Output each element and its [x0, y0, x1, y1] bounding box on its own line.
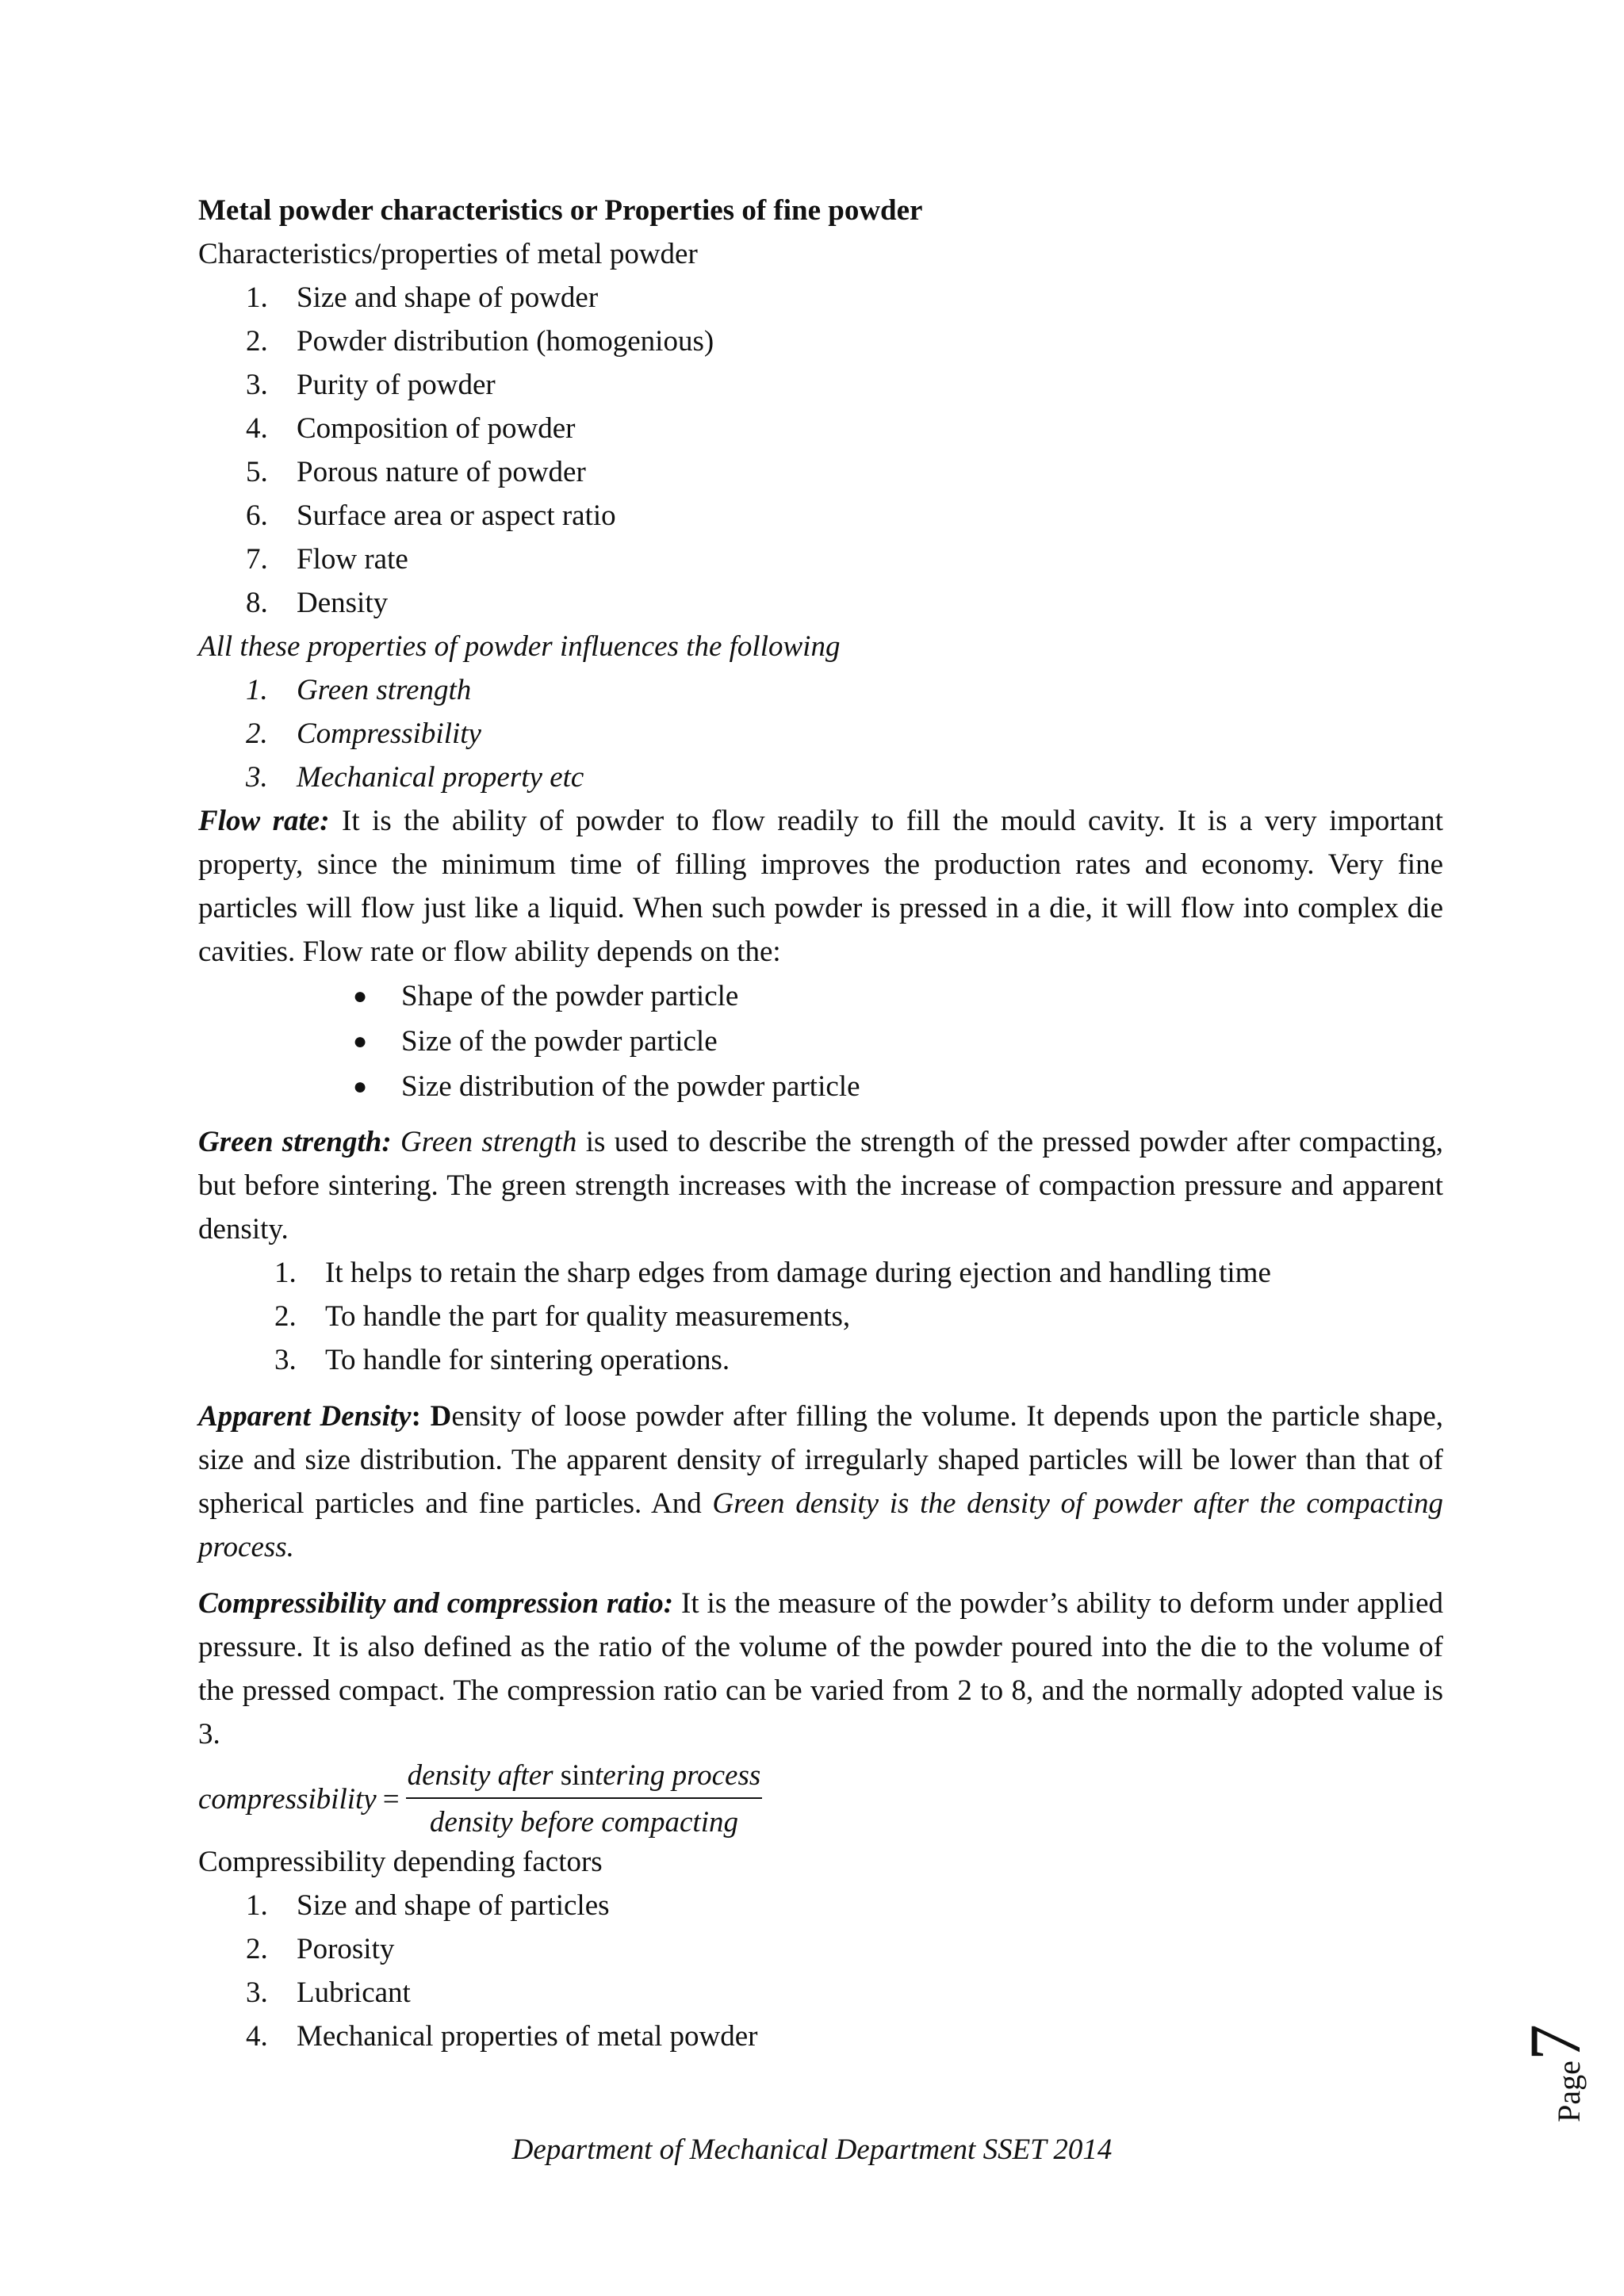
list-number: 2.	[246, 718, 268, 750]
list-number: 4.	[246, 2020, 268, 2053]
flow-rate-bullets	[198, 974, 1443, 1109]
list-item	[198, 494, 1443, 538]
list-text: To handle for sintering operations.	[325, 1344, 730, 1376]
formula-denominator: density before compacting	[429, 1806, 738, 1839]
list-item	[198, 1019, 1443, 1064]
list-text: Porosity	[297, 1933, 395, 1965]
list-item	[198, 581, 1443, 625]
list-number: 2.	[246, 325, 268, 358]
compressibility-term: Compressibility and compression ratio:	[198, 1587, 674, 1620]
list-item	[198, 2015, 1443, 2058]
formula-lhs: compressibility	[198, 1782, 377, 1816]
list-item	[198, 450, 1443, 494]
document-body	[198, 189, 1443, 2058]
apparent-density-initial: D	[430, 1400, 452, 1433]
list-number: 3.	[246, 369, 268, 401]
page-number	[1515, 2024, 1614, 2122]
bullet-icon: ●	[353, 1073, 368, 1100]
list-text: Size and shape of powder	[297, 281, 599, 314]
list-text: Density	[297, 587, 389, 619]
formula-fraction	[406, 1758, 763, 1839]
flow-rate-text: It is the ability of powder to flow readily to fill the mould cavity. It is a very important property, since the minimum time of filling improves the production rates and economy. Very fine particles will flow just like a liquid. When such powder is pressed in a die, it will flow into complex die cavities. Flow rate or flow ability depends on the:	[198, 805, 1443, 968]
list-item	[198, 320, 1443, 363]
list-text: It helps to retain the sharp edges from damage during ejection and handling time	[325, 1257, 1271, 1289]
page-word: Page	[1551, 2061, 1587, 2122]
formula-equals: =	[382, 1782, 400, 1816]
page-number-value: 7	[1515, 2024, 1595, 2061]
list-item	[198, 668, 1443, 712]
list-number: 1.	[246, 674, 268, 706]
list-item	[198, 756, 1443, 799]
list-text: Lubricant	[297, 1976, 411, 2009]
list-number: 4.	[246, 412, 268, 445]
list-item	[198, 712, 1443, 756]
formula-numerator	[406, 1758, 763, 1799]
influence-intro: All these properties of powder influences the following	[198, 630, 841, 663]
green-density-definition: Green density is the density of powder after the compacting process.	[198, 1487, 1443, 1563]
list-text: Green strength	[297, 674, 472, 706]
list-number: 6.	[246, 499, 268, 532]
formula-numerator-b: sin	[560, 1759, 595, 1792]
list-text: Porous nature of powder	[297, 456, 586, 488]
list-text: Size distribution of the powder particle	[401, 1070, 860, 1103]
list-text: Composition of powder	[297, 412, 576, 445]
properties-list	[198, 276, 1443, 625]
list-number: 3.	[246, 1976, 268, 2009]
list-item	[198, 1064, 1443, 1109]
apparent-density-colon: :	[411, 1400, 421, 1433]
page-footer: Department of Mechanical Department SSET 2014	[511, 2133, 1113, 2166]
list-item	[198, 1884, 1443, 1927]
list-text: Mechanical properties of metal powder	[297, 2020, 758, 2053]
formula-numerator-a: density after	[407, 1759, 561, 1792]
list-text: Surface area or aspect ratio	[297, 499, 616, 532]
apparent-density-paragraph	[198, 1395, 1443, 1569]
list-item	[198, 1338, 1443, 1382]
list-text: Purity of powder	[297, 369, 496, 401]
list-item	[198, 1927, 1443, 1971]
apparent-density-term: Apparent Density	[198, 1400, 412, 1433]
green-strength-paragraph	[198, 1120, 1443, 1251]
intro-line: Characteristics/properties of metal powder	[198, 238, 698, 270]
compressibility-paragraph	[198, 1582, 1443, 1756]
section-heading: Metal powder characteristics or Properties of fine powder	[198, 194, 923, 227]
list-text: Size and shape of particles	[297, 1889, 610, 1922]
list-number: 1.	[274, 1257, 297, 1289]
list-number: 3.	[246, 761, 268, 794]
list-number: 1.	[246, 1889, 268, 1922]
list-item	[198, 1251, 1443, 1295]
list-text: To handle the part for quality measurements,	[325, 1300, 851, 1333]
list-number: 5.	[246, 456, 268, 488]
compressibility-text: It is the measure of the powder’s ability to deform under applied pressure. It is also defined as the ratio of the volume of the powder poured into the die to the volume of the pressed compact. The compression ratio can be varied from 2 to 8, and the normally adopted value is 3.	[198, 1587, 1444, 1751]
compressibility-formula	[198, 1758, 1443, 1840]
list-item	[198, 276, 1443, 320]
green-strength-text: is used to describe the strength of the pressed powder after compacting, but before sintering. The green strength increases with the increase of compaction pressure and apparent density.	[198, 1126, 1443, 1246]
formula-numerator-c: tering process	[594, 1759, 761, 1792]
list-number: 1.	[246, 281, 268, 314]
list-number: 2.	[274, 1300, 297, 1333]
list-number: 3.	[274, 1344, 297, 1376]
bullet-icon: ●	[353, 1028, 368, 1054]
list-text: Mechanical property etc	[297, 761, 584, 794]
list-number: 8.	[246, 587, 268, 619]
list-item	[198, 538, 1443, 581]
green-strength-list	[198, 1251, 1443, 1382]
list-item	[198, 1295, 1443, 1338]
list-text: Flow rate	[297, 543, 408, 576]
factors-list	[198, 1884, 1443, 2058]
list-text: Shape of the powder particle	[401, 980, 739, 1012]
list-item	[198, 407, 1443, 450]
green-strength-italic: Green strength	[400, 1126, 577, 1158]
factors-intro: Compressibility depending factors	[198, 1846, 603, 1878]
list-text: Size of the powder particle	[401, 1025, 718, 1058]
flow-rate-paragraph	[198, 799, 1443, 974]
list-text: Compressibility	[297, 718, 481, 750]
flow-rate-term: Flow rate:	[198, 805, 330, 837]
list-item	[198, 1971, 1443, 2015]
list-number: 7.	[246, 543, 268, 576]
list-text: Powder distribution (homogenious)	[297, 325, 714, 358]
green-strength-term: Green strength:	[198, 1126, 392, 1158]
list-item	[198, 363, 1443, 407]
influence-list	[198, 668, 1443, 799]
bullet-icon: ●	[353, 983, 368, 1009]
apparent-density-text: ensity of loose powder after filling the volume. It depends upon the particle shape, size and size distribution. The apparent density of irregularly shaped particles will be lower than that of spherical particles and fine particles. And	[198, 1400, 1443, 1520]
list-number: 2.	[246, 1933, 268, 1965]
list-item	[198, 974, 1443, 1019]
